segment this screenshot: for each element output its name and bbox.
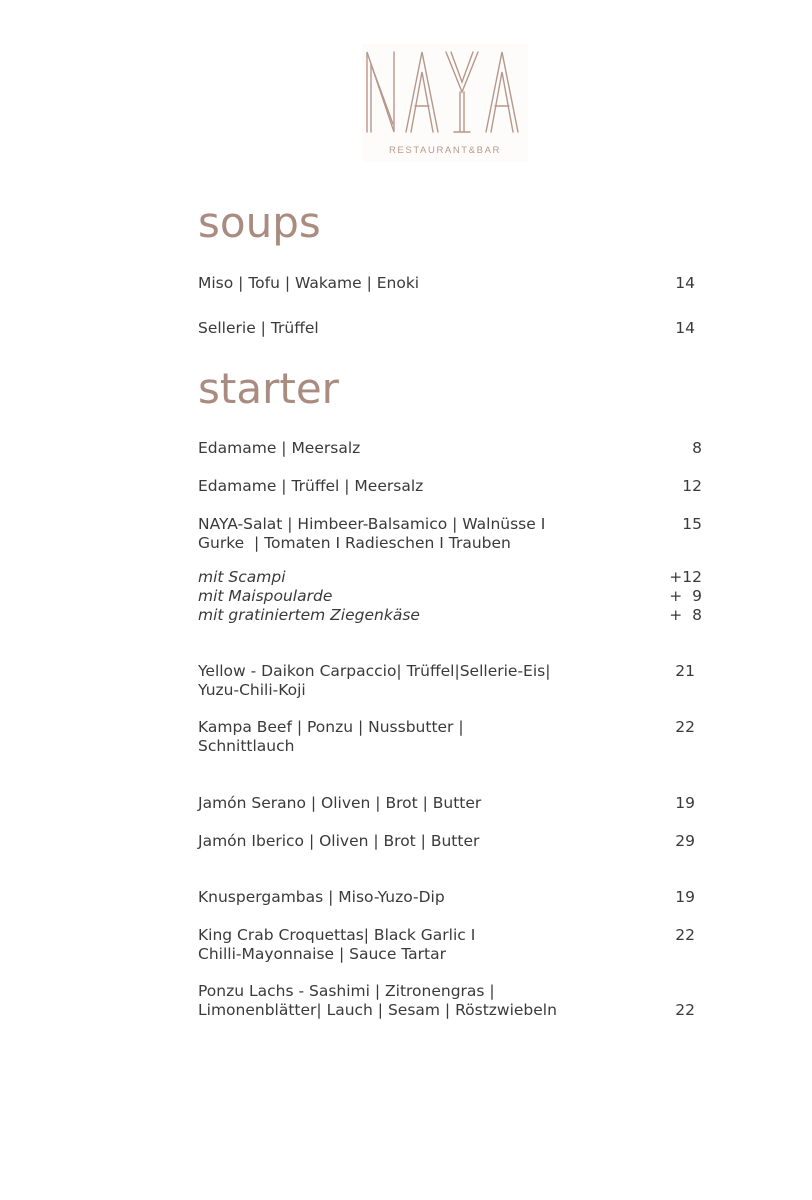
- item-description-line1: Kampa Beef | Ponzu | Nussbutter |: [198, 718, 464, 736]
- addon-description: mit Maispoularde: [198, 587, 333, 605]
- item-price: 29: [675, 832, 695, 850]
- menu-item: [198, 888, 695, 907]
- menu-addon: [198, 587, 702, 606]
- addon-price: + 9: [669, 587, 702, 605]
- item-description-line1: Ponzu Lachs - Sashimi | Zitronengras |: [198, 982, 495, 1000]
- menu-item: [198, 832, 695, 851]
- starter-heading: starter: [198, 364, 339, 413]
- item-price: 22: [675, 1001, 695, 1019]
- item-description: Jamón Serano | Oliven | Brot | Butter: [198, 794, 482, 812]
- item-price: 8: [692, 439, 702, 457]
- menu-addon: [198, 568, 702, 587]
- addon-price: + 8: [669, 606, 702, 624]
- item-price: 21: [675, 662, 695, 680]
- item-description-line2: Yuzu-Chili-Koji: [198, 681, 306, 699]
- naya-wordmark: [362, 44, 528, 144]
- item-description: Jamón Iberico | Oliven | Brot | Butter: [198, 832, 480, 850]
- item-price: 12: [682, 477, 702, 495]
- item-description-line2: Schnittlauch: [198, 737, 295, 755]
- menu-item: [198, 439, 702, 458]
- item-price: 14: [675, 274, 695, 292]
- item-price: 19: [675, 794, 695, 812]
- item-price: 15: [682, 515, 702, 533]
- menu-addon: [198, 606, 702, 625]
- item-price: 19: [675, 888, 695, 906]
- addon-price: +12: [669, 568, 702, 586]
- addon-description: mit Scampi: [198, 568, 286, 586]
- item-description: Edamame | Trüffel | Meersalz: [198, 477, 424, 495]
- menu-item: [198, 794, 695, 813]
- item-price: 14: [675, 319, 695, 337]
- menu-item: [198, 515, 702, 553]
- item-price: 22: [675, 926, 695, 944]
- menu-item: [198, 274, 695, 293]
- item-description-line2: Chilli-Mayonnaise | Sauce Tartar: [198, 945, 446, 963]
- menu-item: [198, 477, 702, 496]
- logo-subtitle: RESTAURANT&BAR: [389, 145, 501, 156]
- soups-heading: soups: [198, 198, 321, 247]
- item-description-line1: King Crab Croquettas| Black Garlic I: [198, 926, 476, 944]
- item-price: 22: [675, 718, 695, 736]
- menu-item: [198, 662, 695, 700]
- addon-description: mit gratiniertem Ziegenkäse: [198, 606, 420, 624]
- item-description: Edamame | Meersalz: [198, 439, 361, 457]
- item-description-line1: NAYA-Salat | Himbeer-Balsamico | Walnüsse I: [198, 515, 546, 533]
- menu-item: [198, 982, 695, 1020]
- menu-item: [198, 319, 695, 338]
- item-description-line2: Limonenblätter| Lauch | Sesam | Röstzwiebeln: [198, 1001, 557, 1019]
- item-description: Sellerie | Trüffel: [198, 319, 319, 337]
- item-description: Knuspergambas | Miso-Yuzo-Dip: [198, 888, 445, 906]
- menu-item: [198, 926, 695, 964]
- item-description-line2: Gurke | Tomaten I Radieschen I Trauben: [198, 534, 511, 552]
- menu-item: [198, 718, 695, 756]
- restaurant-logo: [362, 44, 528, 162]
- item-description: Miso | Tofu | Wakame | Enoki: [198, 274, 420, 292]
- item-description-line1: Yellow - Daikon Carpaccio| Trüffel|Sellerie-Eis|: [198, 662, 551, 680]
